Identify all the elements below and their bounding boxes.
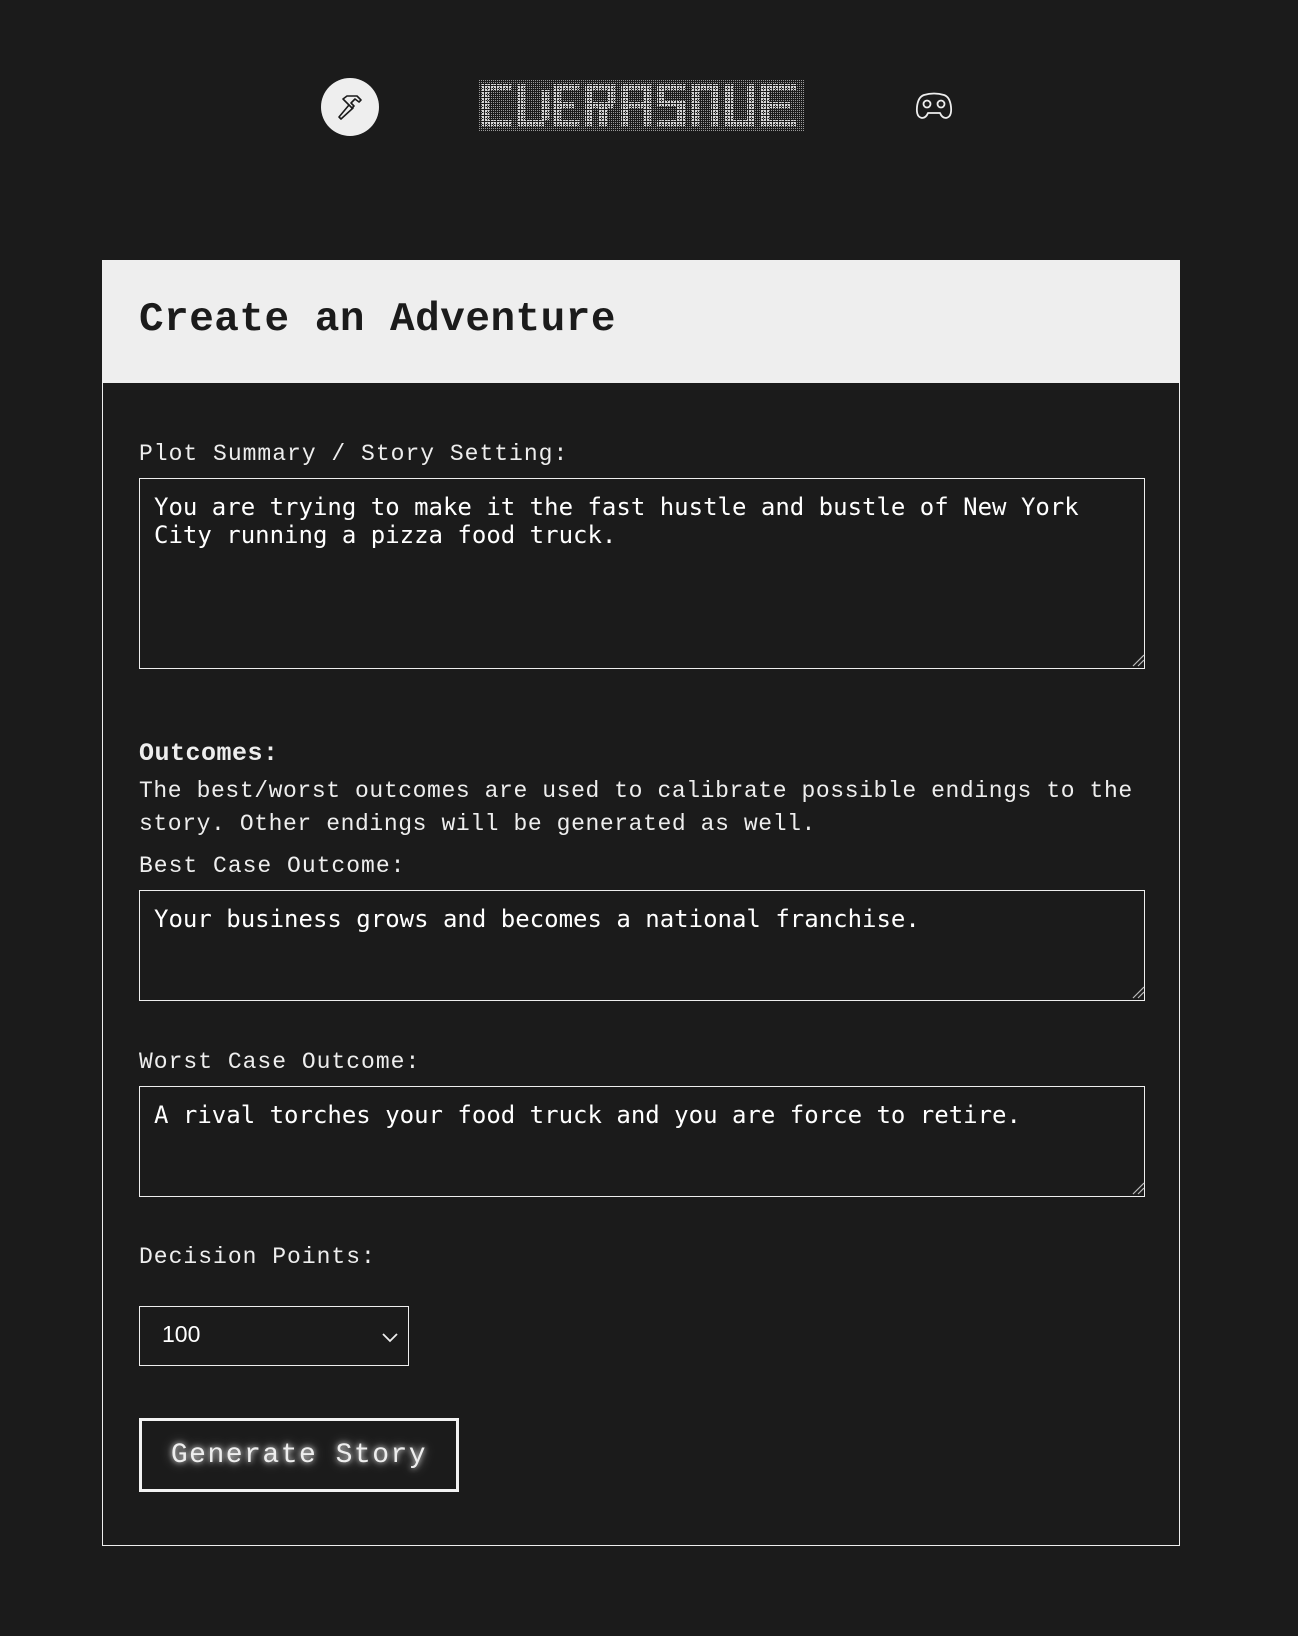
best-case-label: Best Case Outcome: [139, 853, 406, 879]
plot-summary-input[interactable] [139, 478, 1145, 669]
resize-grip-icon[interactable] [1131, 653, 1145, 667]
outcomes-description: The best/worst outcomes are used to calibrate possible endings to the story. Other endings will be generated as well. [139, 778, 1133, 837]
worst-case-label: Worst Case Outcome: [139, 1049, 421, 1075]
build-button[interactable] [321, 78, 379, 136]
worst-case-input[interactable] [139, 1086, 1145, 1197]
ascii-logo [479, 80, 804, 132]
card-header [103, 261, 1179, 383]
best-case-input[interactable] [139, 890, 1145, 1001]
plot-summary-label: Plot Summary / Story Setting: [139, 441, 569, 467]
decision-points-label: Decision Points: [139, 1244, 376, 1270]
resize-grip-icon[interactable] [1131, 985, 1145, 999]
chevron-down-icon [380, 1327, 400, 1347]
resize-grip-icon[interactable] [1131, 1181, 1145, 1195]
page-title: Create an Adventure [139, 297, 616, 343]
hammer-icon [333, 90, 367, 124]
decision-points-value: 100 [162, 1321, 201, 1347]
create-adventure-card [102, 260, 1180, 1546]
outcomes-heading: Outcomes: [139, 739, 279, 768]
generate-story-button[interactable]: Generate Story [139, 1418, 459, 1492]
decision-points-select[interactable] [139, 1306, 409, 1366]
top-navigation [0, 0, 1298, 200]
gamepad-icon [915, 91, 953, 121]
play-button[interactable] [912, 88, 956, 124]
